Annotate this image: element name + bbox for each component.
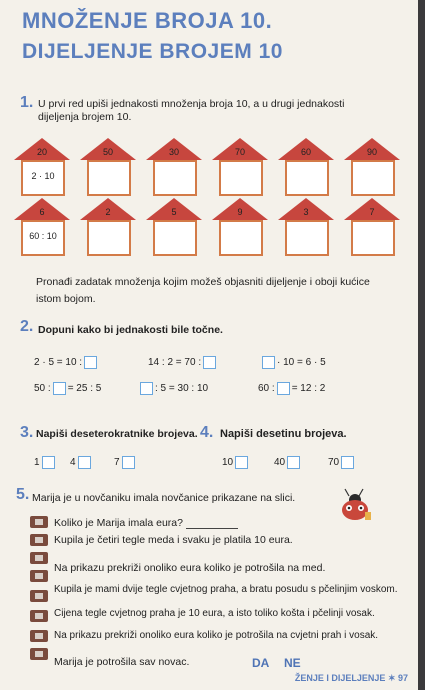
answer-line[interactable] — [186, 528, 238, 529]
roof-number: 6 — [39, 207, 45, 217]
house-value: 60 : 10 — [29, 231, 57, 241]
answer-box[interactable] — [262, 356, 275, 369]
equation-4: 50 : = 25 : 5 — [34, 383, 102, 395]
answer-box[interactable] — [277, 382, 290, 395]
banknote-icon — [30, 534, 48, 546]
task1-followup-line2: istom bojom. — [36, 293, 96, 305]
task1-instruction-line2: dijeljenja brojem 10. — [38, 111, 132, 123]
task1-followup-line1: Pronađi zadatak množenja kojim možeš objasniti dijeljenje i oboji kućice — [36, 276, 370, 288]
task4-item-3: 70 — [328, 456, 356, 469]
banknote-icon — [30, 648, 48, 660]
house-answer-box[interactable] — [351, 160, 395, 196]
task3-instruction: Napiši deseterokratnike brojeva. — [36, 428, 198, 440]
house — [344, 198, 400, 256]
house-answer-box[interactable] — [87, 220, 131, 256]
task3-number: 3. — [20, 424, 34, 441]
task3-item-3: 7 — [114, 456, 137, 469]
banknote-icon — [30, 552, 48, 564]
house — [212, 138, 268, 196]
task1-number: 1. — [20, 94, 34, 111]
house-value: 2 · 10 — [31, 171, 55, 181]
roof-number: 3 — [303, 207, 309, 217]
roof-number: 5 — [171, 207, 177, 217]
house — [278, 198, 334, 256]
task2-number: 2. — [20, 318, 34, 335]
banknote-icon — [30, 516, 48, 528]
banknote-icon — [30, 630, 48, 642]
task5-item-6: Na prikazu prekriži onoliko eura koliko je potrošila na cvjetni prah i vosak. — [54, 630, 379, 641]
house — [146, 138, 202, 196]
task4-item-1: 10 — [222, 456, 250, 469]
task5-item-1: Koliko je Marija imala eura? — [54, 517, 183, 529]
task3-item-1: 1 — [34, 456, 57, 469]
task5-instruction: Marija je u novčaniku imala novčanice prikazane na slici. — [32, 492, 296, 504]
task5-item-7: Marija je potrošila sav novac. — [54, 656, 190, 668]
task5-item-3: Na prikazu prekriži onoliko eura koliko je potrošila na med. — [54, 562, 326, 574]
house — [80, 138, 136, 196]
answer-box[interactable] — [203, 356, 216, 369]
task5-number: 5. — [16, 486, 30, 503]
equation-2: 14 : 2 = 70 : — [148, 356, 218, 369]
equation-3: · 10 = 6 · 5 — [260, 356, 326, 369]
task4-instruction: Napiši desetinu brojeva. — [220, 428, 347, 440]
house — [146, 198, 202, 256]
house-answer-box[interactable] — [219, 160, 263, 196]
house-answer-box[interactable] — [153, 220, 197, 256]
roof-number: 7 — [369, 207, 375, 217]
house-answer-box[interactable] — [219, 220, 263, 256]
equation-6: 60 : = 12 : 2 — [258, 383, 326, 395]
roof-number: 60 — [300, 147, 311, 157]
banknote-icon — [30, 590, 48, 602]
answer-yes[interactable]: DA — [252, 656, 270, 670]
banknote-icon — [30, 610, 48, 622]
equation-1: 2 · 5 = 10 : — [34, 356, 99, 369]
answer-box[interactable] — [341, 456, 354, 469]
roof-number: 50 — [102, 147, 113, 157]
task4-number: 4. — [200, 424, 214, 441]
answer-box[interactable] — [42, 456, 55, 469]
house-answer-box[interactable] — [153, 160, 197, 196]
page-footer: ŽENJE I DIJELJENJE ✶ 97 — [294, 673, 408, 683]
house-answer-box[interactable] — [87, 160, 131, 196]
house — [80, 198, 136, 256]
equation-5: : 5 = 30 : 10 — [138, 382, 208, 395]
answer-box[interactable] — [53, 382, 66, 395]
task3-item-2: 4 — [70, 456, 93, 469]
task1-instruction-line1: U prvi red upiši jednakosti množenja broja 10, a u drugi jednakosti — [38, 98, 345, 110]
task5-item-4: Kupila je mami dvije tegle cvjetnog praha, a bratu posudu s pčelinjim voskom. — [54, 584, 398, 595]
banknote-icon — [30, 570, 48, 582]
answer-box[interactable] — [287, 456, 300, 469]
house-answer-box[interactable] — [351, 220, 395, 256]
answer-box[interactable] — [84, 356, 97, 369]
page-subtitle: DIJELJENJE BROJEM 10 — [22, 40, 283, 63]
roof-number: 70 — [234, 147, 245, 157]
roof-number: 2 — [105, 207, 111, 217]
roof-number: 20 — [36, 147, 47, 157]
house — [212, 198, 268, 256]
task5-item-2: Kupila je četiri tegle meda i svaku je platila 10 eura. — [54, 534, 293, 546]
house-answer-box[interactable] — [285, 220, 329, 256]
roof-number: 9 — [237, 207, 243, 217]
answer-no[interactable]: NE — [284, 656, 301, 670]
roof-number: 90 — [366, 147, 377, 157]
house-answer-box[interactable] — [21, 220, 65, 256]
house — [14, 198, 70, 256]
house — [14, 138, 70, 196]
house-answer-box[interactable] — [285, 160, 329, 196]
page-title: MNOŽENJE BROJA 10. — [22, 8, 273, 33]
ladybug-illustration — [335, 488, 375, 522]
answer-box[interactable] — [122, 456, 135, 469]
answer-box[interactable] — [140, 382, 153, 395]
task4-item-2: 40 — [274, 456, 302, 469]
house — [344, 138, 400, 196]
house-answer-box[interactable] — [21, 160, 65, 196]
task5-item-5: Cijena tegle cvjetnog praha je 10 eura, a isto toliko košta i pčelinji vosak. — [54, 608, 375, 619]
answer-box[interactable] — [78, 456, 91, 469]
house — [278, 138, 334, 196]
answer-box[interactable] — [235, 456, 248, 469]
task2-instruction: Dopuni kako bi jednakosti bile točne. — [38, 324, 223, 336]
roof-number: 30 — [168, 147, 179, 157]
